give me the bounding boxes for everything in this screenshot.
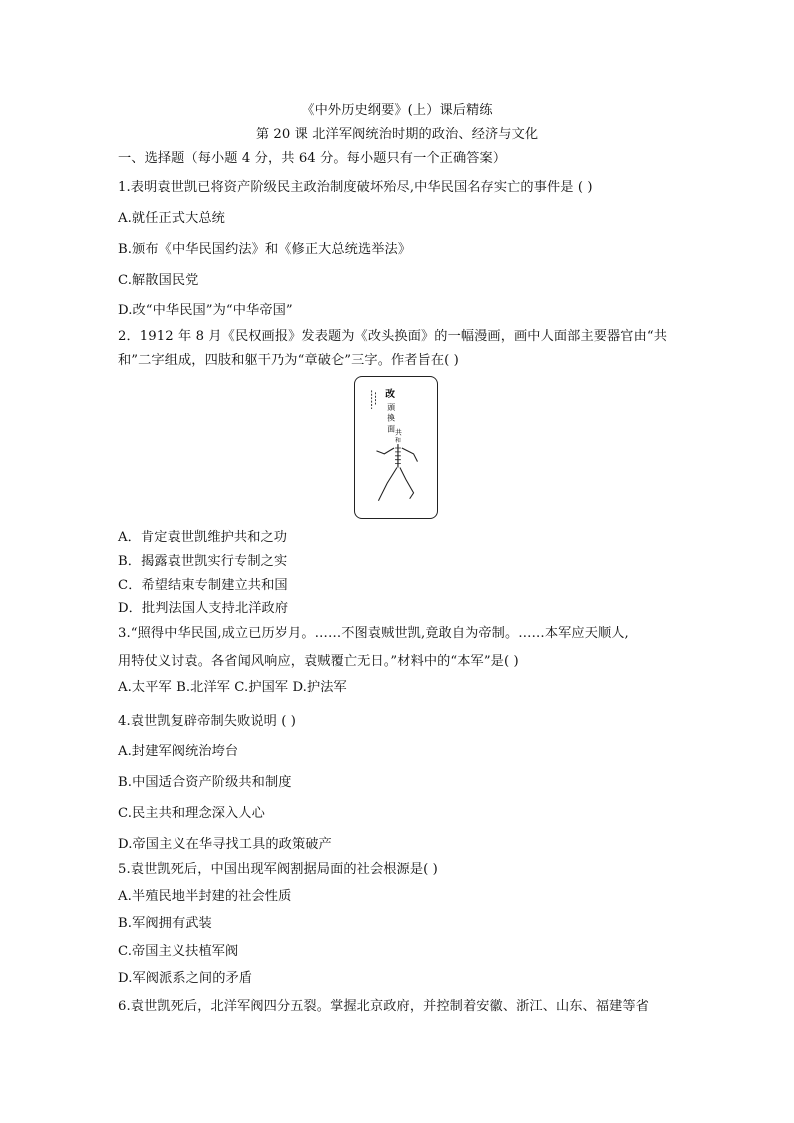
question-3-options: A.太平军 B.北洋军 C.护国军 D.护法军 bbox=[118, 680, 347, 695]
question-2-option-d: D．批判法国人支持北洋政府 bbox=[118, 601, 289, 616]
cartoon-caption-char-3: 換 bbox=[387, 413, 396, 423]
question-4-option-b: B.中国适合资产阶级共和制度 bbox=[118, 775, 292, 790]
question-1-option-c: C.解散国民党 bbox=[118, 273, 199, 288]
question-2-stem-line-2: 和”二字组成，四肢和躯干乃为“章破仑”三字。作者旨在( ) bbox=[118, 353, 459, 368]
question-4-option-d: D.帝国主义在华寻找工具的政策破产 bbox=[118, 837, 332, 852]
cartoon-caption-char-4: 面 bbox=[387, 424, 396, 434]
question-5-option-d: D.军阀派系之间的矛盾 bbox=[118, 971, 253, 986]
question-5-option-c: C.帝国主义扶植军阀 bbox=[118, 944, 239, 959]
question-5-stem: 5.袁世凯死后，中国出现军阀割据局面的社会根源是( ) bbox=[118, 862, 438, 877]
question-4-stem: 4.袁世凯复辟帝制失败说明 ( ) bbox=[118, 714, 297, 729]
question-6-stem: 6.袁世凯死后，北洋军阀四分五裂。掌握北京政府，并控制着安徽、浙江、山东、福建等省 bbox=[118, 999, 649, 1014]
cartoon-image bbox=[354, 376, 438, 519]
question-4-option-c: C.民主共和理念深入人心 bbox=[118, 806, 265, 821]
question-2-option-b: B．揭露袁世凯实行专制之实 bbox=[118, 554, 288, 569]
question-5-option-b: B.军阀拥有武装 bbox=[118, 916, 212, 931]
section-heading: 一、选择题（每小题 4 分，共 64 分。每小题只有一个正确答案） bbox=[118, 151, 507, 166]
question-1-option-d: D.改“中华民国”为“中华帝国” bbox=[118, 303, 293, 318]
lesson-subtitle: 第 20 课 北洋军阀统治时期的政治、经济与文化 bbox=[255, 127, 539, 142]
question-2-option-a: A．肯定袁世凯维护共和之功 bbox=[118, 530, 288, 545]
question-1-option-b: B.颁布《中华民国约法》和《修正大总统选举法》 bbox=[118, 242, 412, 257]
document-title: 《中外历史纲要》(上）课后精练 bbox=[301, 103, 493, 118]
cartoon-figure bbox=[355, 377, 437, 518]
question-2-option-c: C．希望结束专制建立共和国 bbox=[118, 578, 288, 593]
question-4-option-a: A.封建军阀统治垮台 bbox=[118, 744, 239, 759]
cartoon-caption-char-2: 頭 bbox=[387, 402, 396, 412]
cartoon-face: 共 bbox=[395, 428, 402, 437]
cartoon-caption-char-1: 改 bbox=[385, 389, 396, 401]
svg-text:和: 和 bbox=[395, 438, 401, 445]
question-3-stem-line-2: 用特仗义讨袁。各省闻风响应，袁贼覆亡无日。”材料中的“本军”是( ) bbox=[118, 654, 519, 669]
question-3-stem-line-1: 3.“照得中华民国,成立已历岁月。……不图袁贼世凯,竟敢自为帝制。……本军应天顺人, bbox=[118, 626, 629, 641]
question-2-stem-line-1: 2．1912 年 8 月《民权画报》发表题为《改头换面》的一幅漫画，画中人面部主要器官由“共 bbox=[118, 329, 668, 344]
question-1-option-a: A.就任正式大总统 bbox=[118, 211, 225, 226]
question-1-stem: 1.表明袁世凯已将资产阶级民主政治制度破坏殆尽,中华民国名存实亡的事件是 ( ) bbox=[118, 180, 593, 195]
question-5-option-a: A.半殖民地半封建的社会性质 bbox=[118, 889, 292, 904]
